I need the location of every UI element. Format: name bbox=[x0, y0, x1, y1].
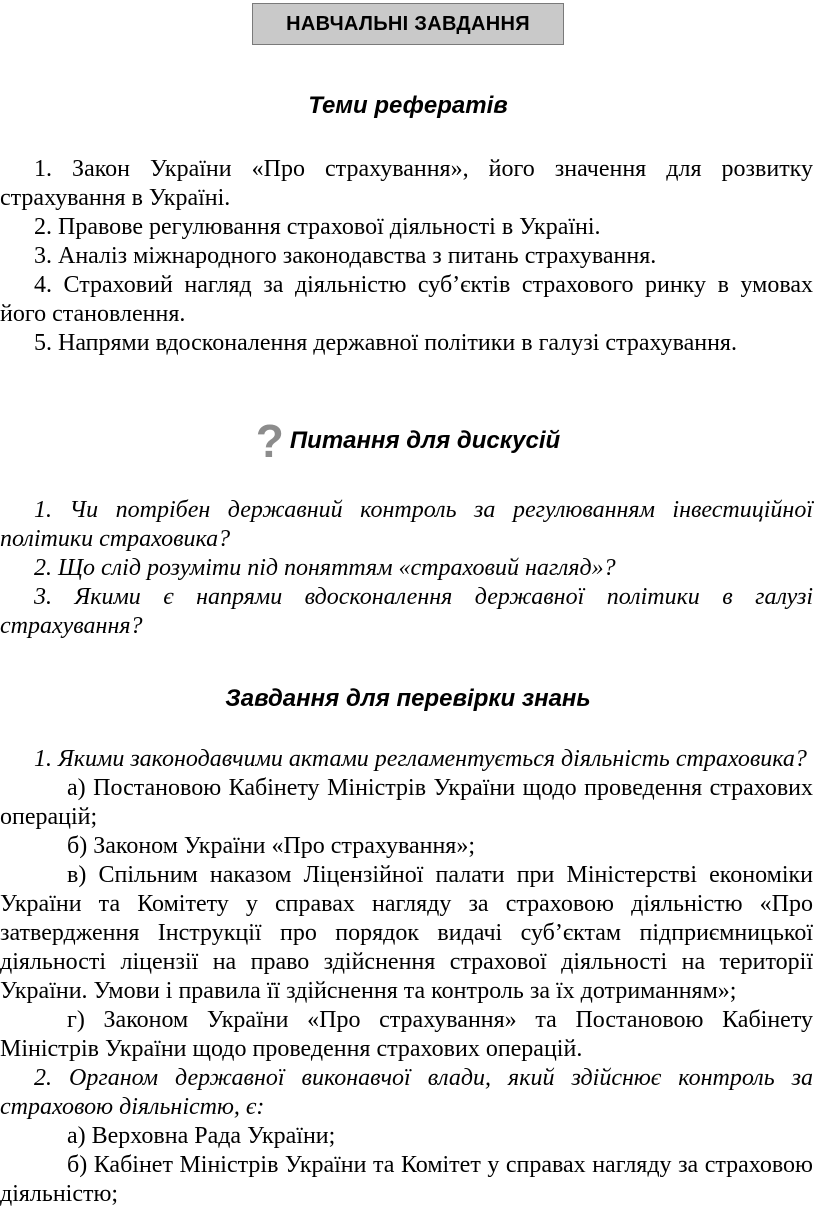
section-banner: НАВЧАЛЬНІ ЗАВДАННЯ bbox=[252, 3, 564, 45]
answer-option: а) Верховна Рада України; bbox=[67, 1123, 336, 1149]
essay-topic-item: 1. Закон України «Про страхування», його значення для розвитку страхування в Україні. bbox=[0, 156, 813, 211]
answer-option: в) Спільним наказом Ліцензійної палати при Міністерстві економіки України та Комітету у справах нагляду за страховою діяльністю «Про затвердження Інструкції про порядок видачі суб’єктам підприємницької діяльності ліцензії на право здійснення страхової діяльності на території України. Умови і правила її здійснення та контроль за їх дотриманням»; bbox=[0, 862, 813, 1004]
discussion-heading: Питання для дискусій bbox=[289, 427, 561, 454]
essay-topic-item: 4. Страховий нагляд за діяльністю суб’єктів страхового ринку в умовах його становлення. bbox=[0, 272, 813, 327]
essay-topic-item: 3. Аналіз міжнародного законодавства з питань страхування. bbox=[34, 243, 657, 269]
discussion-item: 3. Якими є напрями вдосконалення державної політики в галузі страхування? bbox=[0, 584, 813, 639]
discussion-heading-row bbox=[0, 415, 816, 467]
essay-topics-list bbox=[0, 155, 813, 358]
test-question: 2. Органом державної виконавчої влади, який здійснює контроль за страховою діяльністю, є: bbox=[0, 1065, 813, 1120]
answer-option: а) Постановою Кабінету Міністрів України щодо проведення страхових операцій; bbox=[0, 775, 813, 830]
test-question: 1. Якими законодавчими актами регламентується діяльність страховика? bbox=[34, 746, 807, 772]
essay-topics-heading: Теми рефератів bbox=[308, 92, 508, 119]
essay-topic-item: 2. Правове регулювання страхової діяльності в Україні. bbox=[34, 214, 601, 240]
answer-option: б) Законом України «Про страхування»; bbox=[67, 833, 476, 859]
essay-topic-item: 5. Напрями вдосконалення державної політики в галузі страхування. bbox=[34, 330, 737, 356]
answer-option: б) Кабінет Міністрів України та Комітет у справах нагляду за страховою діяльністю; bbox=[0, 1152, 813, 1207]
discussion-item: 1. Чи потрібен державний контроль за регулюванням інвестиційної політики страховика? bbox=[0, 497, 813, 552]
answer-option: г) Законом України «Про страхування» та Постановою Кабінету Міністрів України щодо проведення страхових операцій. bbox=[0, 1007, 813, 1062]
knowledge-test-list bbox=[0, 745, 813, 1209]
question-mark-icon: ? bbox=[255, 415, 284, 467]
discussion-item: 2. Що слід розуміти під поняттям «страховий нагляд»? bbox=[34, 555, 616, 581]
knowledge-test-heading: Завдання для перевірки знань bbox=[225, 685, 591, 712]
discussion-list bbox=[0, 496, 813, 641]
